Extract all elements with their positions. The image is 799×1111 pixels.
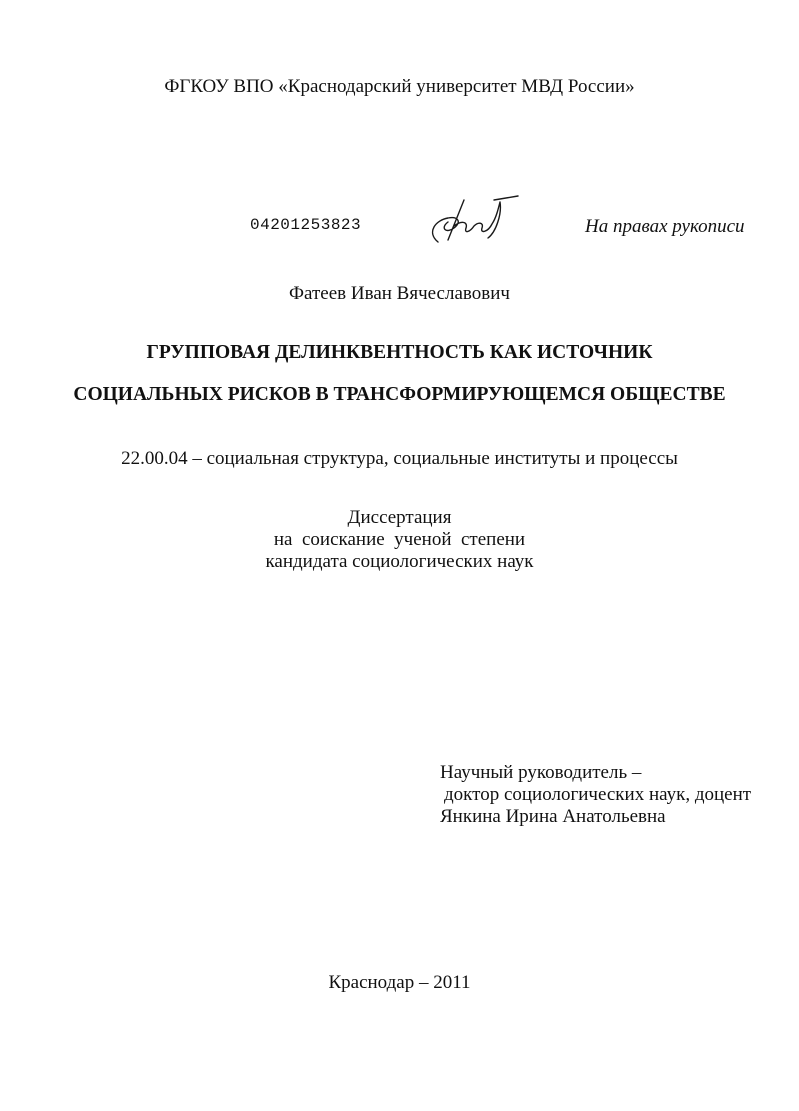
- supervisor-label: Научный руководитель –: [440, 762, 642, 783]
- dissertation-title-line-1: ГРУППОВАЯ ДЕЛИНКВЕНТНОСТЬ КАК ИСТОЧНИК: [146, 342, 653, 363]
- dissertation-title-line-2: СОЦИАЛЬНЫХ РИСКОВ В ТРАНСФОРМИРУЮЩЕМСЯ ОБЩЕСТВЕ: [73, 384, 726, 405]
- degree-line-2: на соискание ученой степени: [273, 529, 526, 550]
- manuscript-note: На правах рукописи: [585, 216, 745, 237]
- supervisor-name: Янкина Ирина Анатольевна: [440, 806, 666, 827]
- supervisor-credentials: доктор социологических наук, доцент: [444, 784, 752, 805]
- registry-number: 04201253823: [250, 216, 362, 234]
- degree-line-1: Диссертация: [347, 507, 452, 528]
- signature-icon: [418, 192, 528, 252]
- supervisor-block: [440, 762, 751, 828]
- degree-line-3: кандидата социологических наук: [265, 551, 534, 572]
- institution-name: ФГКОУ ВПО «Краснодарский университет МВД России»: [164, 76, 635, 97]
- specialty-code: 22.00.04 – социальная структура, социальные институты и процессы: [121, 448, 678, 469]
- author-name: Фатеев Иван Вячеславович: [289, 283, 510, 304]
- city-year: Краснодар – 2011: [328, 972, 471, 993]
- degree-block: [0, 507, 799, 573]
